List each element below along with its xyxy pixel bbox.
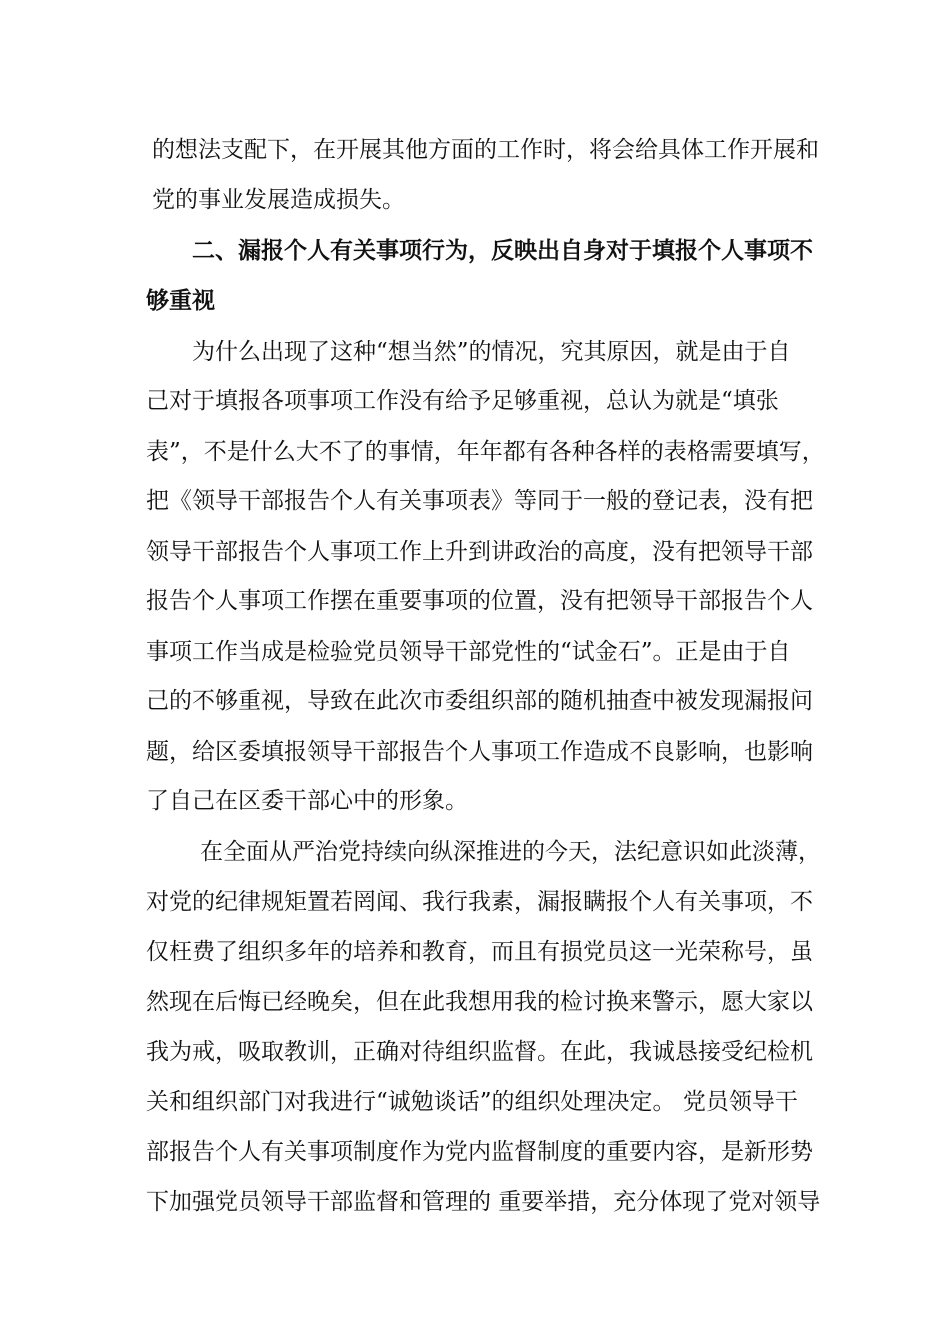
paragraph-line: 把《领导干部报告个人有关事项表》等同于一般的登记表，没有把 bbox=[146, 488, 813, 514]
paragraph-line: 表”，不是什么大不了的事情，年年都有各种各样的表格需要填写， bbox=[146, 439, 825, 465]
paragraph-line: 了自己在区委干部心中的形象。 bbox=[146, 788, 468, 814]
paragraph-line: 部报告个人有关事项制度作为党内监督制度的重要内容，是新形势 bbox=[146, 1139, 813, 1165]
paragraph-line: 为什么出现了这种“想当然”的情况，究其原因，就是由于自 bbox=[192, 339, 791, 365]
paragraph-line: 领导干部报告个人事项工作上升到讲政治的高度，没有把领导干部 bbox=[146, 539, 813, 565]
paragraph-line: 己对于填报各项事项工作没有给予足够重视，总认为就是“填张 bbox=[146, 388, 779, 414]
paragraph-line: 仅枉费了组织多年的培养和教育，而且有损党员这一光荣称号，虽 bbox=[146, 939, 813, 965]
paragraph-line: 在全面从严治党持续向纵深推进的今天，法纪意识如此淡薄， bbox=[200, 839, 821, 865]
section-heading: 够重视 bbox=[146, 287, 215, 314]
paragraph-line: 我为戒，吸取教训，正确对待组织监督。在此，我诚恳接受纪检机 bbox=[146, 1039, 813, 1065]
paragraph-line: 题，给区委填报领导干部报告个人事项工作造成不良影响，也影响 bbox=[146, 739, 813, 765]
paragraph-line: 关和组织部门对我进行“诚勉谈话”的组织处理决定。 党员领导干 bbox=[146, 1089, 798, 1115]
paragraph-line: 党的事业发展造成损失。 bbox=[152, 187, 405, 213]
paragraph-line: 然现在后悔已经晚矣，但在此我想用我的检讨换来警示，愿大家以 bbox=[146, 989, 813, 1015]
paragraph-line: 对党的纪律规矩置若罔闻、我行我素，漏报瞒报个人有关事项，不 bbox=[146, 889, 813, 915]
section-heading: 二、漏报个人有关事项行为，反映出自身对于填报个人事项不 bbox=[192, 237, 813, 264]
paragraph-line: 己的不够重视，导致在此次市委组织部的随机抽查中被发现漏报问 bbox=[146, 688, 813, 714]
paragraph-line: 报告个人事项工作摆在重要事项的位置，没有把领导干部报告个人 bbox=[146, 588, 813, 614]
paragraph-line: 事项工作当成是检验党员领导干部党性的“试金石”。正是由于自 bbox=[146, 639, 791, 665]
paragraph-line: 下加强党员领导干部监督和管理的 重要举措，充分体现了党对领导 bbox=[146, 1189, 821, 1215]
paragraph-line: 的想法支配下，在开展其他方面的工作时，将会给具体工作开展和 bbox=[152, 137, 819, 163]
